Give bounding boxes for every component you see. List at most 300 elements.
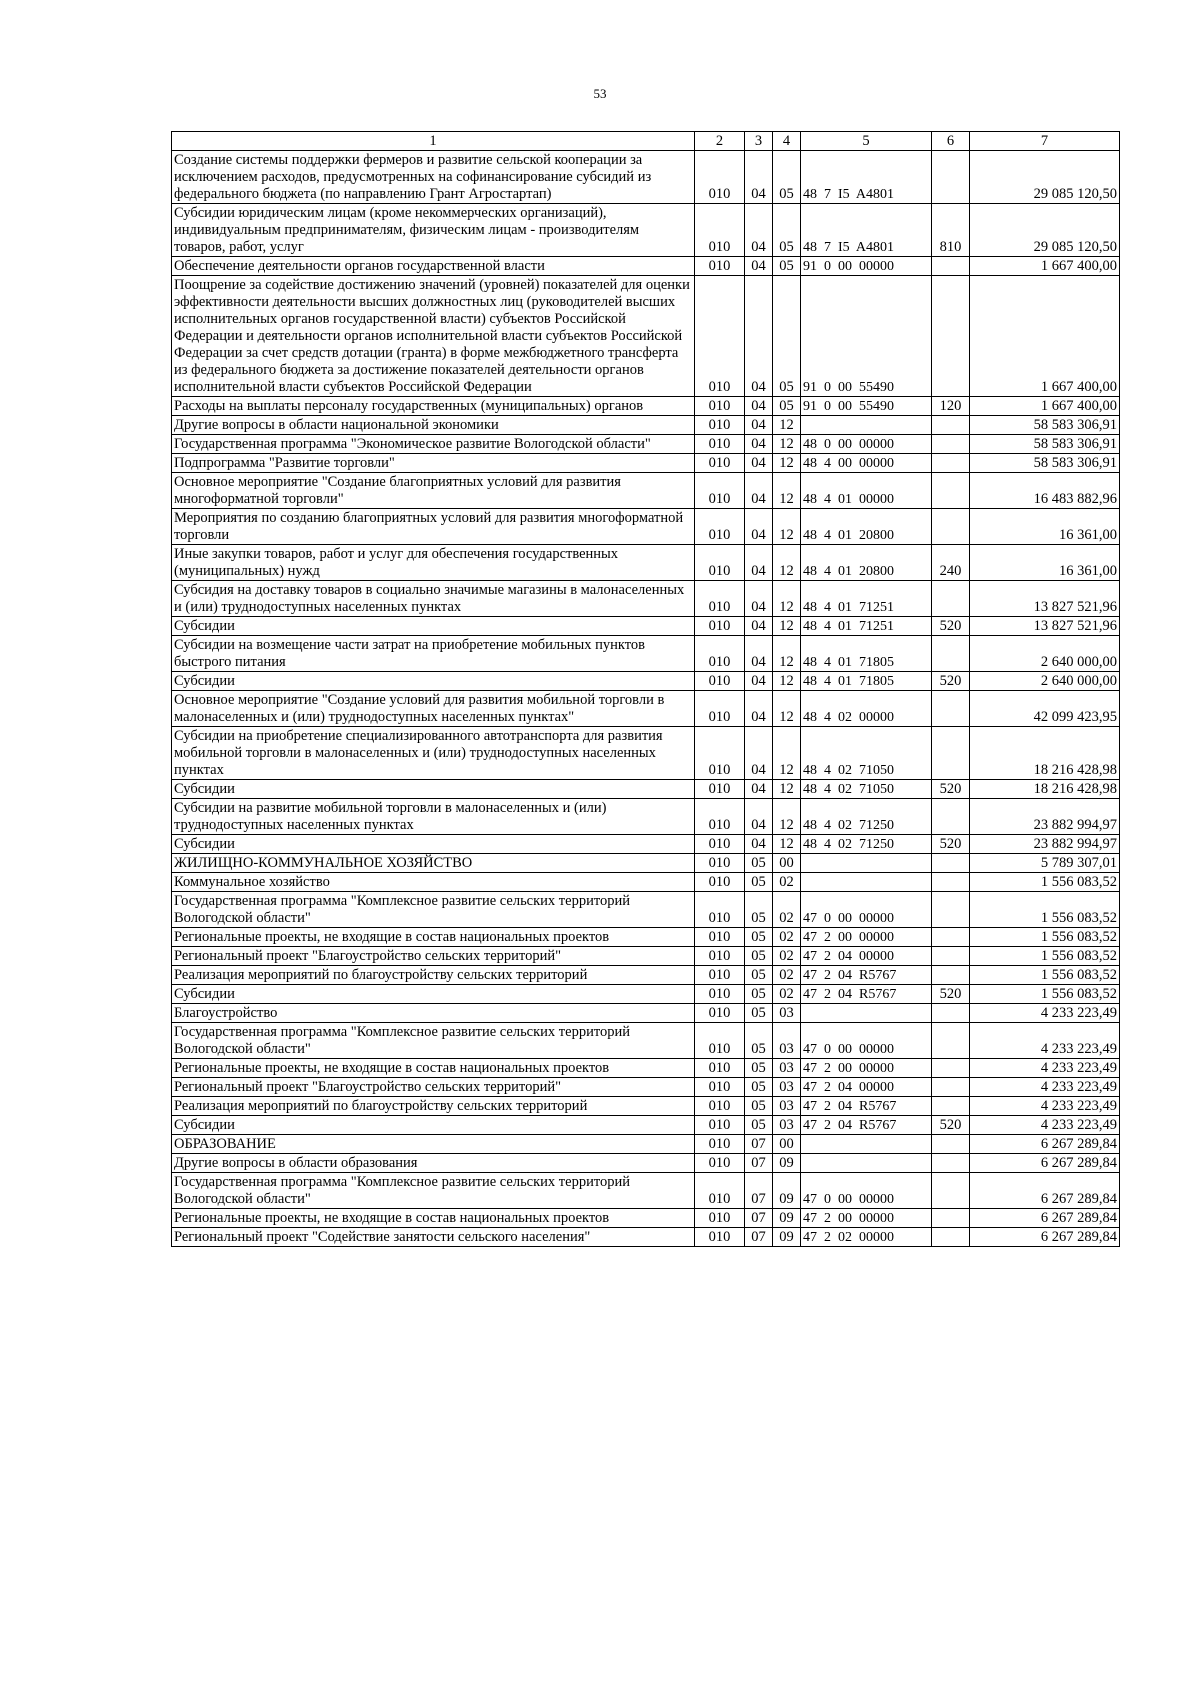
- budget-table: [171, 131, 1120, 1247]
- table-row: [172, 780, 1120, 799]
- row-section-cell: 07: [745, 1228, 773, 1247]
- row-section-cell: 05: [745, 873, 773, 892]
- row-subsection-cell: 12: [773, 509, 801, 545]
- row-section-cell: 04: [745, 545, 773, 581]
- row-code-cell: 010: [695, 617, 745, 636]
- row-target-article-cell: [801, 1154, 932, 1173]
- row-target-article-cell: 47 2 04 R5767: [801, 966, 932, 985]
- table-row: [172, 1135, 1120, 1154]
- row-name-cell: Региональный проект "Благоустройство сельских территорий": [172, 1078, 695, 1097]
- row-subsection-cell: 02: [773, 928, 801, 947]
- row-target-article-cell: 48 4 01 71251: [801, 581, 932, 617]
- table-row: [172, 947, 1120, 966]
- row-section-cell: 05: [745, 1116, 773, 1135]
- row-section-cell: 04: [745, 727, 773, 780]
- row-name-cell: Субсидии на возмещение части затрат на приобретение мобильных пунктов быстрого питания: [172, 636, 695, 672]
- row-subsection-cell: 09: [773, 1154, 801, 1173]
- row-code-cell: 010: [695, 1135, 745, 1154]
- row-name-cell: Мероприятия по созданию благоприятных условий для развития многоформатной торговли: [172, 509, 695, 545]
- row-amount-cell: 1 556 083,52: [970, 985, 1120, 1004]
- table-row: [172, 835, 1120, 854]
- row-section-cell: 04: [745, 151, 773, 204]
- row-target-article-cell: 47 0 00 00000: [801, 1173, 932, 1209]
- row-expense-type-cell: [932, 1228, 970, 1247]
- row-code-cell: 010: [695, 509, 745, 545]
- row-section-cell: 05: [745, 1097, 773, 1116]
- row-target-article-cell: 47 2 00 00000: [801, 1059, 932, 1078]
- row-subsection-cell: 12: [773, 454, 801, 473]
- row-amount-cell: 4 233 223,49: [970, 1078, 1120, 1097]
- row-amount-cell: 4 233 223,49: [970, 1023, 1120, 1059]
- table-row: [172, 276, 1120, 397]
- row-code-cell: 010: [695, 947, 745, 966]
- row-target-article-cell: 48 4 02 71250: [801, 799, 932, 835]
- row-subsection-cell: 12: [773, 691, 801, 727]
- row-subsection-cell: 09: [773, 1228, 801, 1247]
- row-amount-cell: 2 640 000,00: [970, 636, 1120, 672]
- row-amount-cell: 6 267 289,84: [970, 1173, 1120, 1209]
- row-amount-cell: 42 099 423,95: [970, 691, 1120, 727]
- table-row: [172, 691, 1120, 727]
- row-expense-type-cell: 520: [932, 617, 970, 636]
- row-subsection-cell: 09: [773, 1209, 801, 1228]
- row-amount-cell: 16 361,00: [970, 545, 1120, 581]
- row-code-cell: 010: [695, 892, 745, 928]
- row-subsection-cell: 05: [773, 397, 801, 416]
- table-row: [172, 1097, 1120, 1116]
- row-section-cell: 04: [745, 397, 773, 416]
- row-subsection-cell: 02: [773, 966, 801, 985]
- row-name-cell: Другие вопросы в области образования: [172, 1154, 695, 1173]
- row-target-article-cell: 47 2 04 00000: [801, 1078, 932, 1097]
- row-code-cell: 010: [695, 1173, 745, 1209]
- row-code-cell: 010: [695, 854, 745, 873]
- row-name-cell: Субсидии: [172, 780, 695, 799]
- row-expense-type-cell: [932, 1209, 970, 1228]
- row-amount-cell: 18 216 428,98: [970, 727, 1120, 780]
- row-name-cell: ЖИЛИЩНО-КОММУНАЛЬНОЕ ХОЗЯЙСТВО: [172, 854, 695, 873]
- row-expense-type-cell: [932, 1154, 970, 1173]
- table-row: [172, 985, 1120, 1004]
- row-expense-type-cell: [932, 435, 970, 454]
- table-row: [172, 1078, 1120, 1097]
- header-col-6: 6: [932, 132, 970, 151]
- row-amount-cell: 1 556 083,52: [970, 966, 1120, 985]
- row-name-cell: Государственная программа "Комплексное развитие сельских территорий Вологодской области": [172, 1173, 695, 1209]
- row-code-cell: 010: [695, 1209, 745, 1228]
- table-row: [172, 473, 1120, 509]
- row-name-cell: Субсидии на приобретение специализированного автотранспорта для развития мобильной торговли в малонаселенных и (или) труднодоступных населенных пунктах: [172, 727, 695, 780]
- row-target-article-cell: 47 0 00 00000: [801, 892, 932, 928]
- row-name-cell: Субсидии на развитие мобильной торговли в малонаселенных и (или) труднодоступных населенных пунктах: [172, 799, 695, 835]
- row-target-article-cell: 48 4 01 71805: [801, 672, 932, 691]
- table-row: [172, 1228, 1120, 1247]
- row-expense-type-cell: 520: [932, 985, 970, 1004]
- row-section-cell: 04: [745, 617, 773, 636]
- row-code-cell: 010: [695, 636, 745, 672]
- row-target-article-cell: 48 4 01 71805: [801, 636, 932, 672]
- row-expense-type-cell: 520: [932, 672, 970, 691]
- row-name-cell: Обеспечение деятельности органов государственной власти: [172, 257, 695, 276]
- row-name-cell: Субсидии: [172, 835, 695, 854]
- row-amount-cell: 1 667 400,00: [970, 397, 1120, 416]
- header-col-3: 3: [745, 132, 773, 151]
- row-code-cell: 010: [695, 799, 745, 835]
- row-amount-cell: 2 640 000,00: [970, 672, 1120, 691]
- row-subsection-cell: 03: [773, 1004, 801, 1023]
- row-code-cell: 010: [695, 1004, 745, 1023]
- row-expense-type-cell: [932, 1059, 970, 1078]
- header-col-7: 7: [970, 132, 1120, 151]
- row-code-cell: 010: [695, 727, 745, 780]
- row-section-cell: 05: [745, 947, 773, 966]
- table-row: [172, 617, 1120, 636]
- row-subsection-cell: 12: [773, 835, 801, 854]
- row-name-cell: Субсидия на доставку товаров в социально значимые магазины в малонаселенных и (или) труднодоступных населенных пунктах: [172, 581, 695, 617]
- row-target-article-cell: 48 4 01 20800: [801, 509, 932, 545]
- row-expense-type-cell: [932, 691, 970, 727]
- row-expense-type-cell: [932, 454, 970, 473]
- row-amount-cell: 4 233 223,49: [970, 1004, 1120, 1023]
- row-amount-cell: 23 882 994,97: [970, 835, 1120, 854]
- row-code-cell: 010: [695, 691, 745, 727]
- table-row: [172, 1116, 1120, 1135]
- row-name-cell: Региональные проекты, не входящие в состав национальных проектов: [172, 1209, 695, 1228]
- row-code-cell: 010: [695, 257, 745, 276]
- header-col-2: 2: [695, 132, 745, 151]
- table-row: [172, 636, 1120, 672]
- row-section-cell: 04: [745, 257, 773, 276]
- table-row: [172, 397, 1120, 416]
- row-target-article-cell: 48 4 01 20800: [801, 545, 932, 581]
- row-amount-cell: 13 827 521,96: [970, 581, 1120, 617]
- row-section-cell: 04: [745, 509, 773, 545]
- row-expense-type-cell: [932, 947, 970, 966]
- table-row: [172, 435, 1120, 454]
- row-target-article-cell: 91 0 00 55490: [801, 397, 932, 416]
- row-name-cell: Другие вопросы в области национальной экономики: [172, 416, 695, 435]
- row-expense-type-cell: 520: [932, 835, 970, 854]
- row-subsection-cell: 12: [773, 581, 801, 617]
- row-code-cell: 010: [695, 1023, 745, 1059]
- row-target-article-cell: 48 4 02 71050: [801, 727, 932, 780]
- row-code-cell: 010: [695, 985, 745, 1004]
- row-subsection-cell: 02: [773, 985, 801, 1004]
- row-name-cell: Региональные проекты, не входящие в состав национальных проектов: [172, 928, 695, 947]
- row-code-cell: 010: [695, 966, 745, 985]
- table-row: [172, 1173, 1120, 1209]
- row-name-cell: Субсидии: [172, 985, 695, 1004]
- table-row: [172, 257, 1120, 276]
- row-subsection-cell: 12: [773, 473, 801, 509]
- row-amount-cell: 4 233 223,49: [970, 1097, 1120, 1116]
- row-target-article-cell: 48 4 01 00000: [801, 473, 932, 509]
- row-expense-type-cell: [932, 727, 970, 780]
- row-code-cell: 010: [695, 151, 745, 204]
- row-name-cell: Субсидии: [172, 1116, 695, 1135]
- row-expense-type-cell: [932, 1004, 970, 1023]
- row-code-cell: 010: [695, 672, 745, 691]
- table-row: [172, 416, 1120, 435]
- row-code-cell: 010: [695, 581, 745, 617]
- row-section-cell: 04: [745, 799, 773, 835]
- row-expense-type-cell: [932, 1078, 970, 1097]
- table-row: [172, 966, 1120, 985]
- row-subsection-cell: 05: [773, 276, 801, 397]
- row-name-cell: Создание системы поддержки фермеров и развитие сельской кооперации за исключением расходов, предусмотренных на софинансирование субсидий из федерального бюджета (по направлению Грант Агростартап): [172, 151, 695, 204]
- header-col-4: 4: [773, 132, 801, 151]
- row-section-cell: 04: [745, 835, 773, 854]
- row-expense-type-cell: [932, 1097, 970, 1116]
- row-expense-type-cell: 810: [932, 204, 970, 257]
- row-expense-type-cell: [932, 799, 970, 835]
- row-section-cell: 05: [745, 892, 773, 928]
- row-target-article-cell: [801, 416, 932, 435]
- table-row: [172, 454, 1120, 473]
- row-target-article-cell: 48 7 I5 A4801: [801, 204, 932, 257]
- row-code-cell: 010: [695, 397, 745, 416]
- row-code-cell: 010: [695, 454, 745, 473]
- row-code-cell: 010: [695, 780, 745, 799]
- row-section-cell: 07: [745, 1173, 773, 1209]
- row-target-article-cell: [801, 1135, 932, 1154]
- row-subsection-cell: 02: [773, 873, 801, 892]
- row-name-cell: ОБРАЗОВАНИЕ: [172, 1135, 695, 1154]
- row-amount-cell: 5 789 307,01: [970, 854, 1120, 873]
- row-target-article-cell: 47 2 04 00000: [801, 947, 932, 966]
- row-expense-type-cell: [932, 873, 970, 892]
- row-section-cell: 05: [745, 854, 773, 873]
- row-amount-cell: 6 267 289,84: [970, 1154, 1120, 1173]
- table-body: [172, 151, 1120, 1247]
- row-section-cell: 04: [745, 473, 773, 509]
- row-amount-cell: 58 583 306,91: [970, 454, 1120, 473]
- row-section-cell: 04: [745, 416, 773, 435]
- row-target-article-cell: 48 0 00 00000: [801, 435, 932, 454]
- table-row: [172, 1004, 1120, 1023]
- row-amount-cell: 16 361,00: [970, 509, 1120, 545]
- table-row: [172, 892, 1120, 928]
- table-row: [172, 509, 1120, 545]
- row-section-cell: 04: [745, 581, 773, 617]
- header-col-5: 5: [801, 132, 932, 151]
- row-name-cell: Государственная программа "Комплексное развитие сельских территорий Вологодской области": [172, 892, 695, 928]
- row-section-cell: 04: [745, 276, 773, 397]
- table-row: [172, 928, 1120, 947]
- row-expense-type-cell: [932, 928, 970, 947]
- row-name-cell: Государственная программа "Комплексное развитие сельских территорий Вологодской области": [172, 1023, 695, 1059]
- row-code-cell: 010: [695, 835, 745, 854]
- row-subsection-cell: 00: [773, 854, 801, 873]
- row-target-article-cell: 47 2 02 00000: [801, 1228, 932, 1247]
- row-amount-cell: 16 483 882,96: [970, 473, 1120, 509]
- row-name-cell: Подпрограмма "Развитие торговли": [172, 454, 695, 473]
- row-expense-type-cell: [932, 1173, 970, 1209]
- row-subsection-cell: 12: [773, 617, 801, 636]
- row-section-cell: 05: [745, 1078, 773, 1097]
- row-section-cell: 05: [745, 966, 773, 985]
- row-subsection-cell: 09: [773, 1173, 801, 1209]
- row-amount-cell: 58 583 306,91: [970, 435, 1120, 454]
- row-expense-type-cell: [932, 966, 970, 985]
- row-target-article-cell: 47 2 00 00000: [801, 928, 932, 947]
- row-section-cell: 07: [745, 1209, 773, 1228]
- table-row: [172, 873, 1120, 892]
- row-expense-type-cell: [932, 151, 970, 204]
- row-name-cell: Региональные проекты, не входящие в состав национальных проектов: [172, 1059, 695, 1078]
- row-amount-cell: 18 216 428,98: [970, 780, 1120, 799]
- table-row: [172, 1023, 1120, 1059]
- row-subsection-cell: 03: [773, 1116, 801, 1135]
- row-code-cell: 010: [695, 276, 745, 397]
- row-name-cell: Иные закупки товаров, работ и услуг для обеспечения государственных (муниципальных) нужд: [172, 545, 695, 581]
- row-subsection-cell: 03: [773, 1078, 801, 1097]
- row-expense-type-cell: [932, 581, 970, 617]
- table-row: [172, 854, 1120, 873]
- row-code-cell: 010: [695, 416, 745, 435]
- row-name-cell: Благоустройство: [172, 1004, 695, 1023]
- page-number: 53: [593, 86, 607, 101]
- row-code-cell: 010: [695, 1228, 745, 1247]
- row-subsection-cell: 12: [773, 636, 801, 672]
- row-expense-type-cell: 520: [932, 780, 970, 799]
- table-row: [172, 799, 1120, 835]
- table-row: [172, 1154, 1120, 1173]
- row-amount-cell: 4 233 223,49: [970, 1059, 1120, 1078]
- row-amount-cell: 1 556 083,52: [970, 928, 1120, 947]
- row-amount-cell: 4 233 223,49: [970, 1116, 1120, 1135]
- row-subsection-cell: 12: [773, 416, 801, 435]
- row-section-cell: 04: [745, 204, 773, 257]
- row-target-article-cell: 47 2 04 R5767: [801, 1097, 932, 1116]
- row-amount-cell: 1 556 083,52: [970, 892, 1120, 928]
- row-expense-type-cell: [932, 473, 970, 509]
- row-name-cell: Государственная программа "Экономическое развитие Вологодской области": [172, 435, 695, 454]
- row-section-cell: 05: [745, 1023, 773, 1059]
- row-amount-cell: 6 267 289,84: [970, 1135, 1120, 1154]
- row-expense-type-cell: [932, 1023, 970, 1059]
- row-section-cell: 04: [745, 454, 773, 473]
- row-code-cell: 010: [695, 928, 745, 947]
- table-row: [172, 545, 1120, 581]
- row-subsection-cell: 05: [773, 151, 801, 204]
- row-target-article-cell: 48 4 02 71250: [801, 835, 932, 854]
- row-subsection-cell: 12: [773, 799, 801, 835]
- row-expense-type-cell: [932, 416, 970, 435]
- row-subsection-cell: 03: [773, 1023, 801, 1059]
- row-amount-cell: 58 583 306,91: [970, 416, 1120, 435]
- row-section-cell: 05: [745, 928, 773, 947]
- row-target-article-cell: 48 4 01 71251: [801, 617, 932, 636]
- row-section-cell: 04: [745, 780, 773, 799]
- row-code-cell: 010: [695, 1078, 745, 1097]
- row-subsection-cell: 12: [773, 672, 801, 691]
- row-expense-type-cell: [932, 636, 970, 672]
- row-subsection-cell: 12: [773, 780, 801, 799]
- row-section-cell: 04: [745, 691, 773, 727]
- row-subsection-cell: 02: [773, 947, 801, 966]
- table-row: [172, 1059, 1120, 1078]
- row-target-article-cell: 47 0 00 00000: [801, 1023, 932, 1059]
- row-expense-type-cell: [932, 1135, 970, 1154]
- row-amount-cell: 1 556 083,52: [970, 947, 1120, 966]
- table-row: [172, 581, 1120, 617]
- table-row: [172, 204, 1120, 257]
- table-row: [172, 1209, 1120, 1228]
- row-name-cell: Субсидии: [172, 617, 695, 636]
- row-name-cell: Субсидии: [172, 672, 695, 691]
- row-code-cell: 010: [695, 1154, 745, 1173]
- table-row: [172, 727, 1120, 780]
- row-name-cell: Реализация мероприятий по благоустройству сельских территорий: [172, 966, 695, 985]
- row-amount-cell: 6 267 289,84: [970, 1209, 1120, 1228]
- row-section-cell: 05: [745, 985, 773, 1004]
- row-code-cell: 010: [695, 473, 745, 509]
- row-code-cell: 010: [695, 545, 745, 581]
- row-target-article-cell: 47 2 04 R5767: [801, 1116, 932, 1135]
- row-target-article-cell: [801, 1004, 932, 1023]
- row-amount-cell: 13 827 521,96: [970, 617, 1120, 636]
- row-amount-cell: 1 556 083,52: [970, 873, 1120, 892]
- row-expense-type-cell: [932, 892, 970, 928]
- row-target-article-cell: [801, 854, 932, 873]
- row-expense-type-cell: 240: [932, 545, 970, 581]
- row-subsection-cell: 03: [773, 1059, 801, 1078]
- row-expense-type-cell: [932, 509, 970, 545]
- row-section-cell: 04: [745, 435, 773, 454]
- row-section-cell: 04: [745, 672, 773, 691]
- row-target-article-cell: 48 7 I5 A4801: [801, 151, 932, 204]
- row-code-cell: 010: [695, 873, 745, 892]
- row-target-article-cell: 47 2 04 R5767: [801, 985, 932, 1004]
- row-code-cell: 010: [695, 435, 745, 454]
- row-target-article-cell: [801, 873, 932, 892]
- row-name-cell: Реализация мероприятий по благоустройству сельских территорий: [172, 1097, 695, 1116]
- row-subsection-cell: 03: [773, 1097, 801, 1116]
- table-row: [172, 672, 1120, 691]
- row-target-article-cell: 91 0 00 55490: [801, 276, 932, 397]
- row-target-article-cell: 48 4 02 00000: [801, 691, 932, 727]
- row-name-cell: Региональный проект "Благоустройство сельских территорий": [172, 947, 695, 966]
- row-name-cell: Субсидии юридическим лицам (кроме некоммерческих организаций), индивидуальным предпринимателям, физическим лицам - производителям товаров, работ, услуг: [172, 204, 695, 257]
- row-amount-cell: 29 085 120,50: [970, 204, 1120, 257]
- row-expense-type-cell: [932, 276, 970, 397]
- row-target-article-cell: 48 4 02 71050: [801, 780, 932, 799]
- row-amount-cell: 6 267 289,84: [970, 1228, 1120, 1247]
- row-expense-type-cell: 120: [932, 397, 970, 416]
- row-expense-type-cell: [932, 854, 970, 873]
- row-subsection-cell: 12: [773, 545, 801, 581]
- row-code-cell: 010: [695, 1116, 745, 1135]
- row-target-article-cell: 48 4 00 00000: [801, 454, 932, 473]
- row-section-cell: 07: [745, 1135, 773, 1154]
- row-name-cell: Региональный проект "Содействие занятости сельского населения": [172, 1228, 695, 1247]
- row-section-cell: 04: [745, 636, 773, 672]
- table-row: [172, 151, 1120, 204]
- row-name-cell: Расходы на выплаты персоналу государственных (муниципальных) органов: [172, 397, 695, 416]
- row-amount-cell: 1 667 400,00: [970, 257, 1120, 276]
- row-amount-cell: 1 667 400,00: [970, 276, 1120, 397]
- row-code-cell: 010: [695, 204, 745, 257]
- row-name-cell: Основное мероприятие "Создание условий для развития мобильной торговли в малонаселенных и (или) труднодоступных населенных пунктах": [172, 691, 695, 727]
- row-subsection-cell: 02: [773, 892, 801, 928]
- row-code-cell: 010: [695, 1059, 745, 1078]
- row-expense-type-cell: 520: [932, 1116, 970, 1135]
- header-row: [172, 132, 1120, 151]
- row-section-cell: 07: [745, 1154, 773, 1173]
- header-col-1: 1: [172, 132, 695, 151]
- row-section-cell: 05: [745, 1004, 773, 1023]
